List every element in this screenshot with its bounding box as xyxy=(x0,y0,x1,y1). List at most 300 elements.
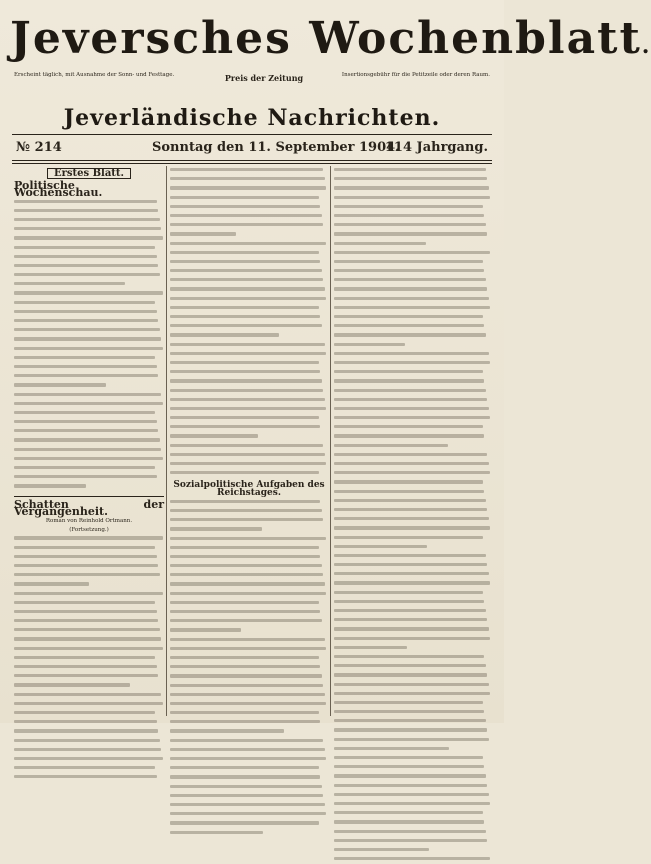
section-heading xyxy=(14,168,164,179)
text-line-bar xyxy=(170,656,319,659)
text-line xyxy=(170,610,328,617)
text-line-bar xyxy=(170,757,326,760)
text-line xyxy=(170,324,328,331)
article-separator xyxy=(14,496,164,497)
text-line-bar xyxy=(170,674,322,677)
text-line xyxy=(14,546,164,553)
text-line xyxy=(334,508,492,515)
text-line xyxy=(334,251,492,258)
text-line-bar xyxy=(170,555,320,558)
text-line-bar xyxy=(14,702,163,705)
text-line-bar xyxy=(170,315,320,318)
text-line xyxy=(334,287,492,294)
text-line xyxy=(170,729,328,736)
text-line-bar xyxy=(334,802,490,805)
text-line xyxy=(14,757,164,764)
text-line-bar xyxy=(14,693,161,696)
text-line xyxy=(170,638,328,645)
text-line xyxy=(14,475,164,482)
text-line-bar xyxy=(14,555,157,558)
text-line-bar xyxy=(334,517,489,520)
text-line-bar xyxy=(14,711,155,714)
text-line xyxy=(14,448,164,455)
text-line xyxy=(14,282,164,289)
text-line-bar xyxy=(14,246,155,249)
text-line xyxy=(170,444,328,451)
dateline-rule-thin xyxy=(12,163,492,164)
text-line-bar xyxy=(14,748,161,751)
text-line-bar xyxy=(170,711,319,714)
text-line xyxy=(334,609,492,616)
text-line xyxy=(334,655,492,662)
text-line-bar xyxy=(170,812,326,815)
text-line-bar xyxy=(170,453,325,456)
text-line xyxy=(14,610,164,617)
text-line-bar xyxy=(170,729,284,732)
text-line xyxy=(170,509,328,516)
text-line-bar xyxy=(170,748,325,751)
serial-byline: Roman von Reinhold Ortmann. xyxy=(45,518,133,525)
text-line-bar xyxy=(14,757,163,760)
text-line xyxy=(170,398,328,405)
text-line xyxy=(170,361,328,368)
text-line xyxy=(334,756,492,763)
text-line-bar xyxy=(170,582,325,585)
text-line-bar xyxy=(334,738,489,741)
column-divider-1 xyxy=(166,166,167,716)
text-line-bar xyxy=(334,278,486,281)
text-line xyxy=(14,301,164,308)
text-line-bar xyxy=(334,572,489,575)
text-line-bar xyxy=(170,693,325,696)
text-line xyxy=(170,582,328,589)
text-line-bar xyxy=(170,509,322,512)
text-line xyxy=(334,664,492,671)
text-line xyxy=(170,186,328,193)
text-line-bar xyxy=(170,794,323,797)
text-line xyxy=(170,315,328,322)
text-line xyxy=(14,255,164,262)
text-line xyxy=(14,236,164,243)
text-line xyxy=(170,537,328,544)
text-line xyxy=(14,592,164,599)
text-line-bar xyxy=(334,673,487,676)
text-line-bar xyxy=(170,766,319,769)
text-line-bar xyxy=(170,518,323,521)
text-line xyxy=(170,757,328,764)
text-line xyxy=(14,573,164,580)
text-line xyxy=(170,711,328,718)
text-line xyxy=(14,291,164,298)
text-line xyxy=(334,324,492,331)
text-line-bar xyxy=(170,389,323,392)
text-line-bar xyxy=(14,209,158,212)
text-line-bar xyxy=(170,739,323,742)
text-line xyxy=(170,352,328,359)
text-line xyxy=(334,591,492,598)
text-line xyxy=(334,480,492,487)
text-line xyxy=(334,692,492,699)
text-line-bar xyxy=(14,328,160,331)
text-line xyxy=(14,665,164,672)
text-line-bar xyxy=(170,444,323,447)
price-label: Preis der Zeitung xyxy=(224,73,304,83)
text-line xyxy=(334,637,492,644)
text-line-bar xyxy=(170,775,320,778)
text-line-bar xyxy=(334,609,486,612)
text-line-bar xyxy=(14,665,157,668)
text-line-bar xyxy=(14,546,155,549)
text-line xyxy=(334,554,492,561)
text-line-bar xyxy=(334,416,490,419)
text-line-bar xyxy=(334,627,489,630)
column-2 xyxy=(170,166,328,838)
column-divider-2 xyxy=(330,166,331,716)
text-line-bar xyxy=(334,683,489,686)
text-line-bar xyxy=(334,811,483,814)
text-line xyxy=(170,343,328,350)
text-line xyxy=(334,646,492,653)
text-line-bar xyxy=(170,720,320,723)
text-line xyxy=(334,627,492,634)
text-line xyxy=(334,352,492,359)
text-line-bar xyxy=(14,319,158,322)
text-line xyxy=(334,223,492,230)
text-line xyxy=(170,812,328,819)
text-line xyxy=(170,232,328,239)
text-line-bar xyxy=(334,692,490,695)
text-line xyxy=(14,775,164,782)
text-line xyxy=(334,848,492,855)
text-line-bar xyxy=(170,573,323,576)
text-line-bar xyxy=(170,168,323,171)
text-line-bar xyxy=(170,333,279,336)
text-line xyxy=(334,214,492,221)
text-line xyxy=(334,462,492,469)
text-line xyxy=(170,214,328,221)
text-line xyxy=(170,269,328,276)
text-line-bar xyxy=(170,196,319,199)
text-line xyxy=(170,223,328,230)
text-line-bar xyxy=(14,273,160,276)
text-line-bar xyxy=(170,610,320,613)
text-line xyxy=(170,592,328,599)
text-line xyxy=(334,563,492,570)
text-line xyxy=(14,383,164,390)
text-line xyxy=(334,572,492,579)
text-line-bar xyxy=(170,684,323,687)
text-line-bar xyxy=(334,655,484,658)
text-line xyxy=(14,466,164,473)
text-line-bar xyxy=(170,251,319,254)
text-line xyxy=(14,420,164,427)
section-box: Erstes Blatt. xyxy=(47,168,131,179)
text-line xyxy=(334,811,492,818)
text-line xyxy=(170,168,328,175)
text-line-bar xyxy=(334,232,487,235)
text-line-bar xyxy=(334,563,487,566)
text-line-bar xyxy=(334,581,490,584)
text-line-bar xyxy=(334,747,449,750)
text-line xyxy=(334,517,492,524)
text-line xyxy=(170,379,328,386)
text-line xyxy=(14,393,164,400)
text-line-bar xyxy=(334,214,484,217)
text-line-bar xyxy=(334,756,483,759)
serial-headline: Schatten der Vergangenheit. xyxy=(14,497,164,518)
text-line xyxy=(334,830,492,837)
text-line-bar xyxy=(170,306,319,309)
text-line xyxy=(14,729,164,736)
text-line-bar xyxy=(14,448,161,451)
text-line xyxy=(170,287,328,294)
text-line-bar xyxy=(170,398,325,401)
text-line-bar xyxy=(170,785,322,788)
text-line xyxy=(334,177,492,184)
text-line xyxy=(334,765,492,772)
text-line-bar xyxy=(14,383,106,386)
text-line xyxy=(170,306,328,313)
text-line-bar xyxy=(334,242,426,245)
text-line-bar xyxy=(14,310,157,313)
text-line xyxy=(334,490,492,497)
text-line-bar xyxy=(334,343,405,346)
text-line-bar xyxy=(334,315,483,318)
text-line xyxy=(170,794,328,801)
text-line-bar xyxy=(334,223,486,226)
text-line xyxy=(334,600,492,607)
text-line xyxy=(334,536,492,543)
text-line xyxy=(170,766,328,773)
text-line-bar xyxy=(334,306,490,309)
text-line-bar xyxy=(170,297,326,300)
text-line-bar xyxy=(334,545,427,548)
text-line xyxy=(170,278,328,285)
text-line xyxy=(14,564,164,571)
text-line-bar xyxy=(334,480,483,483)
text-line xyxy=(170,803,328,810)
text-line-bar xyxy=(14,766,155,769)
text-line xyxy=(14,683,164,690)
text-line-bar xyxy=(170,665,320,668)
text-line xyxy=(170,297,328,304)
text-line-bar xyxy=(14,573,160,576)
text-line-bar xyxy=(14,628,160,631)
text-line-bar xyxy=(170,831,263,834)
text-line xyxy=(334,453,492,460)
text-line xyxy=(334,205,492,212)
text-line xyxy=(334,425,492,432)
text-line-bar xyxy=(14,475,157,478)
text-line xyxy=(334,839,492,846)
text-line-bar xyxy=(14,466,155,469)
text-line xyxy=(170,693,328,700)
text-line-bar xyxy=(170,242,326,245)
text-line xyxy=(14,227,164,234)
text-line-bar xyxy=(334,370,483,373)
text-line xyxy=(334,444,492,451)
text-line xyxy=(14,628,164,635)
text-line-bar xyxy=(170,407,326,410)
text-line xyxy=(14,347,164,354)
text-line-bar xyxy=(334,554,486,557)
text-line-bar xyxy=(14,619,158,622)
text-line xyxy=(334,710,492,717)
text-line xyxy=(334,471,492,478)
text-line xyxy=(170,333,328,340)
social-policy-headline: Sozialpolitische Aufgaben des Reichstages. xyxy=(173,480,325,498)
text-line-bar xyxy=(334,177,487,180)
text-line-bar xyxy=(334,646,407,649)
text-line-bar xyxy=(170,821,319,824)
text-line-bar xyxy=(170,416,319,419)
text-line-bar xyxy=(334,719,486,722)
text-line xyxy=(334,398,492,405)
text-line xyxy=(334,793,492,800)
text-line xyxy=(334,701,492,708)
text-line xyxy=(14,328,164,335)
text-line-bar xyxy=(14,536,163,539)
text-line xyxy=(170,527,328,534)
text-line-bar xyxy=(334,793,489,796)
masthead-subrow xyxy=(14,72,490,102)
text-line xyxy=(334,416,492,423)
text-line xyxy=(14,702,164,709)
text-line-bar xyxy=(334,490,484,493)
text-line xyxy=(170,425,328,432)
text-line-bar xyxy=(170,601,319,604)
text-line-bar xyxy=(170,177,325,180)
text-line xyxy=(334,738,492,745)
text-line-bar xyxy=(170,803,325,806)
text-line-bar xyxy=(14,601,155,604)
text-line xyxy=(14,319,164,326)
text-line-bar xyxy=(170,537,326,540)
text-line xyxy=(14,619,164,626)
text-line-bar xyxy=(170,592,326,595)
text-line-bar xyxy=(14,656,155,659)
text-line xyxy=(334,297,492,304)
text-line xyxy=(14,365,164,372)
text-line-bar xyxy=(170,287,325,290)
text-line-bar xyxy=(334,297,489,300)
text-line-bar xyxy=(14,347,163,350)
serial-body xyxy=(14,536,164,782)
text-line xyxy=(14,647,164,654)
text-line-bar xyxy=(170,619,322,622)
text-line-bar xyxy=(14,374,158,377)
text-line xyxy=(334,673,492,680)
text-line xyxy=(14,582,164,589)
text-line xyxy=(334,306,492,313)
text-line-bar xyxy=(14,255,157,258)
text-line-bar xyxy=(334,637,490,640)
text-line-bar xyxy=(334,839,487,842)
text-line xyxy=(334,232,492,239)
text-line xyxy=(334,526,492,533)
text-line-bar xyxy=(334,196,490,199)
text-line xyxy=(170,500,328,507)
text-line xyxy=(170,389,328,396)
text-line xyxy=(170,242,328,249)
text-line-bar xyxy=(170,425,320,428)
text-line xyxy=(334,857,492,864)
text-line-bar xyxy=(170,186,326,189)
text-line xyxy=(334,343,492,350)
text-line-bar xyxy=(334,251,490,254)
text-line-bar xyxy=(14,674,158,677)
text-line xyxy=(14,218,164,225)
text-line xyxy=(334,333,492,340)
text-line xyxy=(14,429,164,436)
text-line xyxy=(170,251,328,258)
text-line-bar xyxy=(334,710,484,713)
text-line xyxy=(170,601,328,608)
text-line-bar xyxy=(170,527,262,530)
text-line-bar xyxy=(170,702,326,705)
text-line xyxy=(170,821,328,828)
text-line-bar xyxy=(170,564,322,567)
text-line-bar xyxy=(14,420,157,423)
issue-date: Sonntag den 11. September 1904. xyxy=(152,140,400,155)
text-line xyxy=(14,273,164,280)
text-line-bar xyxy=(14,218,160,221)
text-line xyxy=(170,407,328,414)
column-3 xyxy=(334,166,492,864)
text-line xyxy=(170,684,328,691)
text-line-bar xyxy=(334,591,483,594)
text-line xyxy=(334,260,492,267)
text-line xyxy=(170,702,328,709)
text-line xyxy=(334,379,492,386)
text-line-bar xyxy=(170,232,236,235)
text-line xyxy=(334,269,492,276)
text-line xyxy=(170,453,328,460)
text-line-bar xyxy=(334,600,484,603)
issue-number: № 214 xyxy=(16,140,62,155)
text-line-bar xyxy=(334,186,489,189)
text-line-bar xyxy=(14,264,158,267)
text-line-bar xyxy=(170,638,325,641)
text-line xyxy=(170,748,328,755)
text-line-bar xyxy=(334,618,487,621)
text-line xyxy=(334,820,492,827)
title-period: . xyxy=(641,33,651,59)
text-line xyxy=(334,434,492,441)
newspaper-title xyxy=(10,12,651,73)
text-line-bar xyxy=(14,610,157,613)
text-line xyxy=(14,555,164,562)
text-line-bar xyxy=(334,389,486,392)
text-line-bar xyxy=(14,683,130,686)
text-line xyxy=(14,739,164,746)
text-line xyxy=(14,720,164,727)
text-line xyxy=(334,747,492,754)
text-line xyxy=(334,774,492,781)
text-line xyxy=(170,674,328,681)
text-line-bar xyxy=(334,361,490,364)
text-line-bar xyxy=(170,278,323,281)
text-line xyxy=(14,711,164,718)
text-line-bar xyxy=(334,444,448,447)
text-line xyxy=(334,719,492,726)
text-line xyxy=(14,264,164,271)
text-line xyxy=(334,618,492,625)
text-line xyxy=(334,407,492,414)
text-line-bar xyxy=(170,628,241,631)
text-line xyxy=(334,545,492,552)
text-line-bar xyxy=(14,582,89,585)
